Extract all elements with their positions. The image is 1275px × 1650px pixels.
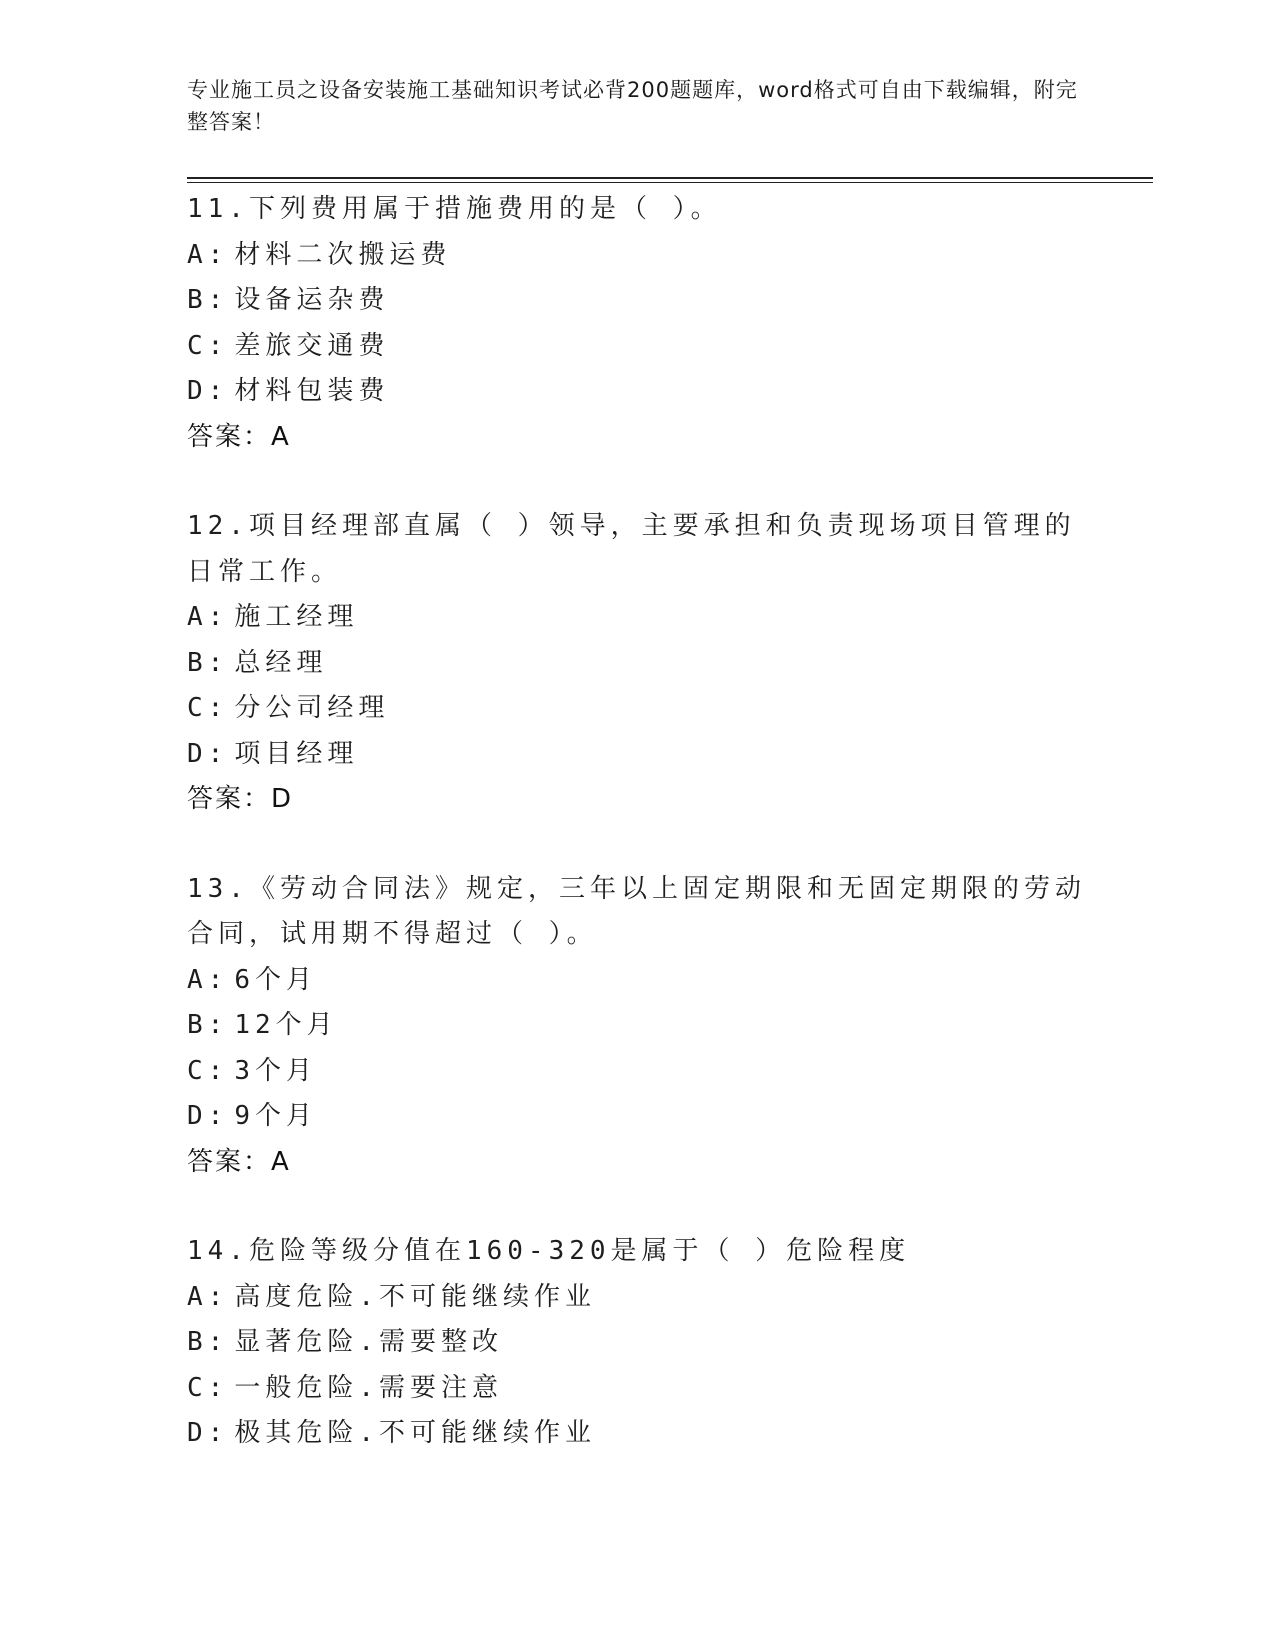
answer-value: A	[271, 421, 291, 452]
question-stem: 14.危险等级分值在160-320是属于（ ）危险程度	[187, 1236, 911, 1266]
option-c: C: 3个月	[187, 1055, 317, 1086]
option-d: D: 材料包装费	[187, 376, 390, 406]
option-c: C: 分公司经理	[187, 693, 390, 723]
answer-line	[187, 777, 1087, 823]
option-c: C: 一般危险.需要注意	[187, 1372, 503, 1403]
question-stem: 12.项目经理部直属（ ）领导，主要承担和负责现场项目管理的日常工作。	[187, 511, 1076, 587]
answer-label: 答案：	[187, 421, 272, 452]
option-d: D: 项目经理	[187, 738, 359, 769]
header-divider-thick	[187, 177, 1153, 179]
question-11	[187, 187, 1087, 460]
option-d: D: 9个月	[187, 1101, 317, 1131]
option-b: B: 12个月	[187, 1010, 338, 1040]
option-a: A: 高度危险.不可能继续作业	[187, 1281, 596, 1312]
question-stem: 13.《劳动合同法》规定，三年以上固定期限和无固定期限的劳动合同，试用期不得超过（ ）。	[187, 873, 1086, 949]
question-13	[187, 867, 1087, 1186]
option-d: D: 极其危险.不可能继续作业	[187, 1418, 596, 1448]
header-text: 专业施工员之设备安装施工基础知识考试必背200题题库，word格式可自由下载编辑，附完整答案！	[187, 78, 1078, 134]
document-header	[187, 74, 1087, 138]
answer-label: 答案：	[187, 1146, 272, 1177]
header-divider-thin	[187, 182, 1153, 183]
option-a: A: 施工经理	[187, 602, 359, 632]
option-b: B: 设备运杂费	[187, 285, 390, 315]
answer-label: 答案：	[187, 784, 272, 814]
answer-line	[187, 415, 1087, 461]
question-list	[187, 187, 1087, 1501]
option-b: B: 显著危险.需要整改	[187, 1327, 503, 1357]
answer-value: D	[271, 784, 294, 814]
option-b: B: 总经理	[187, 647, 328, 678]
option-a: A: 材料二次搬运费	[187, 239, 452, 270]
question-stem: 11.下列费用属于措施费用的是（ ）。	[187, 194, 722, 224]
question-12	[187, 504, 1087, 823]
option-a: A: 6个月	[187, 964, 317, 995]
answer-line	[187, 1140, 1087, 1186]
answer-value: A	[271, 1146, 291, 1177]
option-c: C: 差旅交通费	[187, 330, 390, 361]
question-14	[187, 1229, 1087, 1457]
